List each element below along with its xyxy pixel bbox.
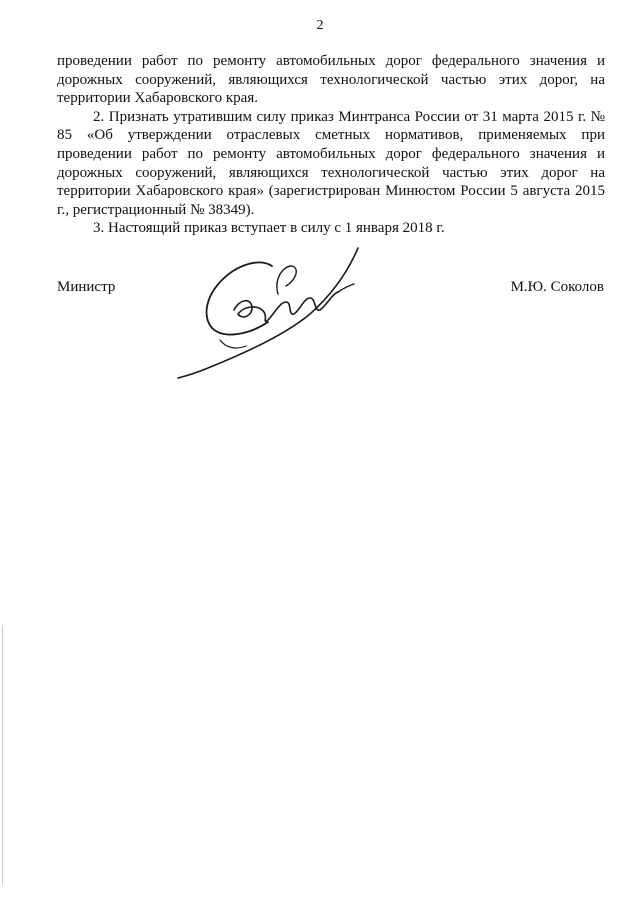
document-body [57, 52, 605, 238]
paragraph-item-3: 3. Настоящий приказ вступает в силу с 1 января 2018 г. [93, 220, 445, 237]
paragraph-continuation: проведении работ по ремонту автомобильных дорог федерального значения и дорожных сооружений, являющихся технологической частью этих дорог, на территории Хабаровского края. [57, 53, 605, 107]
page-number: 2 [316, 18, 324, 33]
handwritten-signature [168, 236, 368, 386]
signatory-title: Министр [57, 279, 116, 295]
paragraph-item-2: 2. Признать утратившим силу приказ Минтранса России от 31 марта 2015 г. № 85 «Об утверждении отраслевых сметных нормативов, применяемых при проведении работ по ремонту автомобильных дорог федерального значения и дорожных сооружений, являющихся технологической частью этих дорог на территории Хабаровского края» (зарегистрирован Минюстом России 5 августа 2015 г., регистрационный № 38349). [57, 108, 605, 218]
scan-margin-line [2, 625, 3, 885]
signatory-name: М.Ю. Соколов [510, 279, 604, 295]
